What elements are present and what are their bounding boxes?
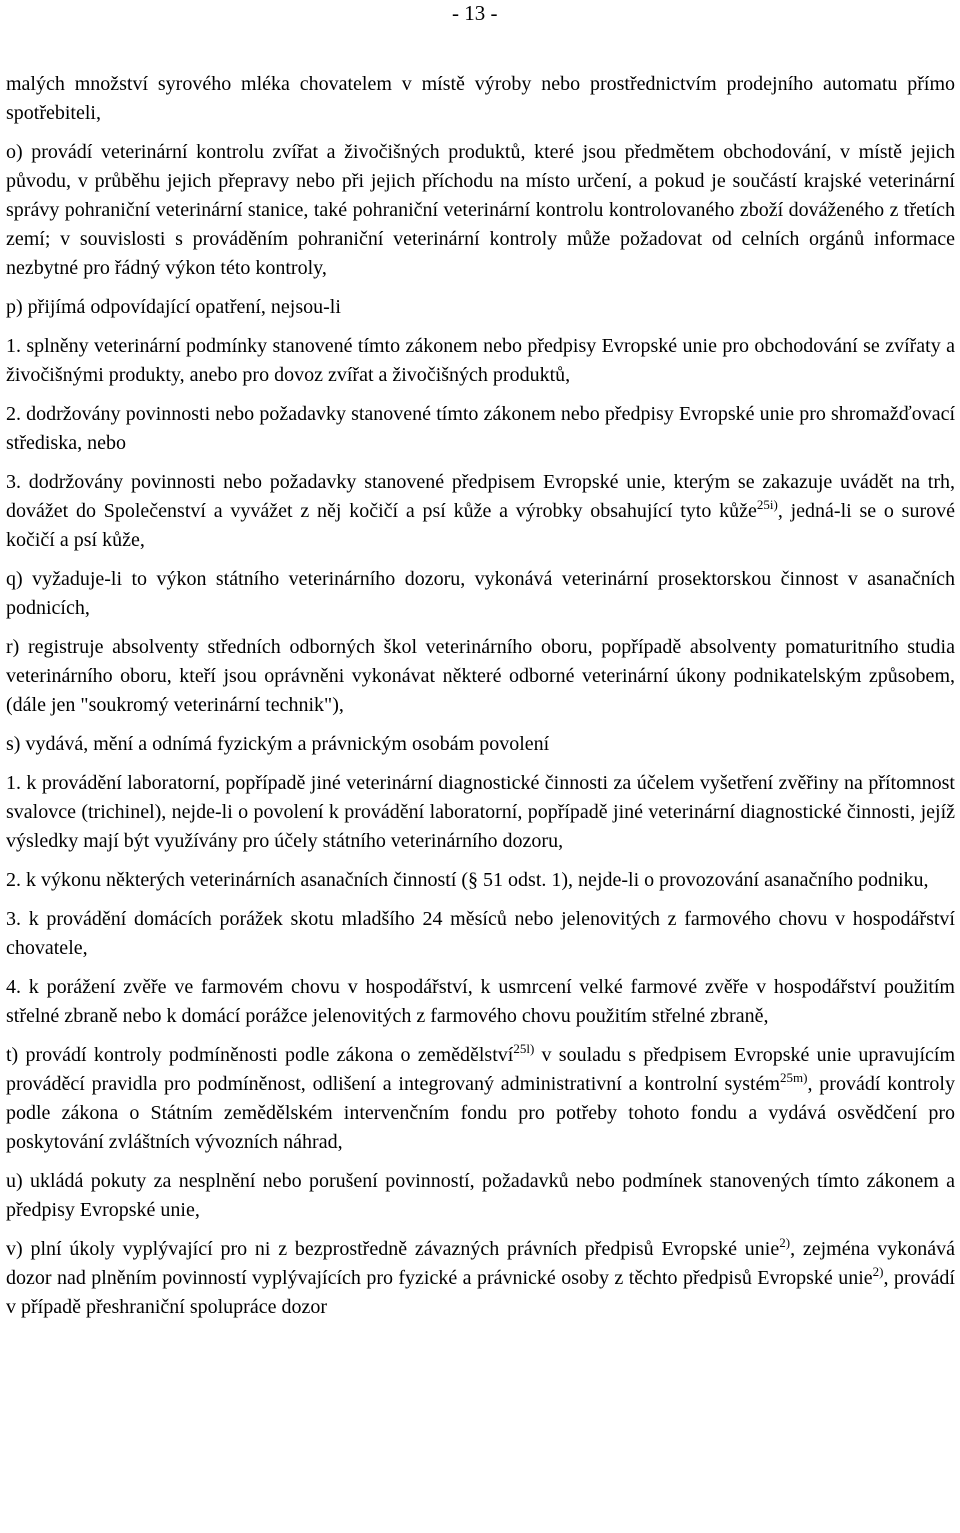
- paragraph-n-continuation: malých množství syrového mléka chovatelem v místě výroby nebo prostřednictvím prodejního automatu přímo spotřebiteli,: [6, 73, 955, 124]
- paragraph-s-item-3: 3. k provádění domácích porážek skotu mladšího 24 měsíců nebo jelenovitých z farmového chovu v hospodářství chovatele,: [6, 908, 955, 959]
- footnote-ref-2-second: 2): [872, 1264, 884, 1279]
- footnote-ref-25i: 25i): [756, 497, 778, 512]
- paragraph-p-item-3-text-end: , jedná-li se o surové kočičí a psí kůže,: [6, 500, 955, 551]
- paragraph-p-item-3: [6, 468, 955, 555]
- footnote-ref-25l: 25l): [513, 1041, 535, 1056]
- page-number: - 13 -: [452, 1, 498, 25]
- paragraph-q: q) vyžaduje-li to výkon státního veterinárního dozoru, vykonává veterinární prosektorskou činnost v asanačních podnicích,: [6, 568, 955, 619]
- paragraph-v-text-a: v) plní úkoly vyplývající pro ni z bezprostředně závazných právních předpisů Evropské unie: [6, 1238, 780, 1260]
- paragraph-v-text-b: , zejména vykonává dozor nad plněním povinností vyplývajících pro fyzické a právnické osoby z těchto předpisů Evropské unie: [6, 1238, 956, 1289]
- paragraph-t-text-b: v souladu s předpisem Evropské unie upravujícím prováděcí pravidla pro podmíněnost, odlišení a integrovaný administrativní a kontrolní systém: [6, 1044, 956, 1095]
- paragraph-u: u) ukládá pokuty za nesplnění nebo porušení povinností, požadavků nebo podmínek stanovených tímto zákonem a předpisy Evropské unie,: [6, 1170, 955, 1221]
- paragraph-v: [6, 1235, 955, 1322]
- paragraph-p: p) přijímá odpovídající opatření, nejsou-li: [6, 296, 341, 318]
- document-body: [6, 70, 955, 1322]
- paragraph-t-text-c: , provádí kontroly podle zákona o Státním zemědělském intervenčním fondu pro potřeby tohoto fondu a vydává osvědčení pro poskytování zvláštních vývozních náhrad,: [6, 1073, 955, 1153]
- footnote-ref-25m: 25m): [780, 1070, 808, 1085]
- paragraph-p-item-3-text: 3. dodržovány povinnosti nebo požadavky stanovené předpisem Evropské unie, kterým se zakazuje uvádět na trh, dovážet do Společenství a vyvážet z něj kočičí a psí kůže a výrobky obsahující tyto kůže: [6, 471, 955, 522]
- paragraph-s-item-2: 2. k výkonu některých veterinárních asanačních činností (§ 51 odst. 1), nejde-li o provozování asanačního podniku,: [6, 869, 929, 891]
- paragraph-t-text-a: t) provádí kontroly podmíněnosti podle zákona o zemědělství: [6, 1044, 514, 1066]
- paragraph-s: s) vydává, mění a odnímá fyzickým a právnickým osobám povolení: [6, 733, 550, 755]
- paragraph-p-item-1: 1. splněny veterinární podmínky stanovené tímto zákonem nebo předpisy Evropské unie pro obchodování se zvířaty a živočišnými produkty, anebo pro dovoz zvířat a živočišných produktů,: [6, 335, 955, 386]
- paragraph-v-text-c: , provádí v případě přeshraniční spolupráce dozor: [6, 1267, 955, 1318]
- paragraph-o: o) provádí veterinární kontrolu zvířat a živočišných produktů, které jsou předmětem obchodování, v místě jejich původu, v průběhu jejich přepravy nebo při jejich příchodu na místo určení, a pokud je součástí krajské veterinární správy pohraniční veterinární stanice, také pohraniční veterinární kontrolu kontrolovaného zboží dováženého z třetích zemí; v souvislosti s prováděním pohraniční veterinární kontroly může požadovat od celních orgánů informace nezbytné pro řádný výkon této kontroly,: [6, 141, 955, 279]
- paragraph-r: r) registruje absolventy středních odborných škol veterinárního oboru, popřípadě absolventy pomaturitního studia veterinárního oboru, kteří jsou oprávněni vykonávat některé odborné veterinární úkony podnikatelským způsobem, (dále jen "soukromý veterinární technik"),: [6, 636, 955, 716]
- paragraph-s-item-1: 1. k provádění laboratorní, popřípadě jiné veterinární diagnostické činnosti za účelem vyšetření zvěřiny na přítomnost svalovce (trichinel), nejde-li o povolení k provádění laboratorní, popřípadě jiné veterinární diagnostické činnosti, jejíž výsledky mají být využívány pro účely státního veterinárního dozoru,: [6, 772, 955, 852]
- paragraph-p-item-2: 2. dodržovány povinnosti nebo požadavky stanovené tímto zákonem nebo předpisy Evropské unie pro shromažďovací střediska, nebo: [6, 403, 955, 454]
- footnote-ref-2: 2): [779, 1235, 791, 1250]
- paragraph-t: [6, 1041, 955, 1157]
- paragraph-s-item-4: 4. k porážení zvěře ve farmovém chovu v hospodářství, k usmrcení velké farmové zvěře v hospodářství použitím střelné zbraně nebo k domácí porážce jelenovitých z farmového chovu použitím střelné zbraně,: [6, 976, 955, 1027]
